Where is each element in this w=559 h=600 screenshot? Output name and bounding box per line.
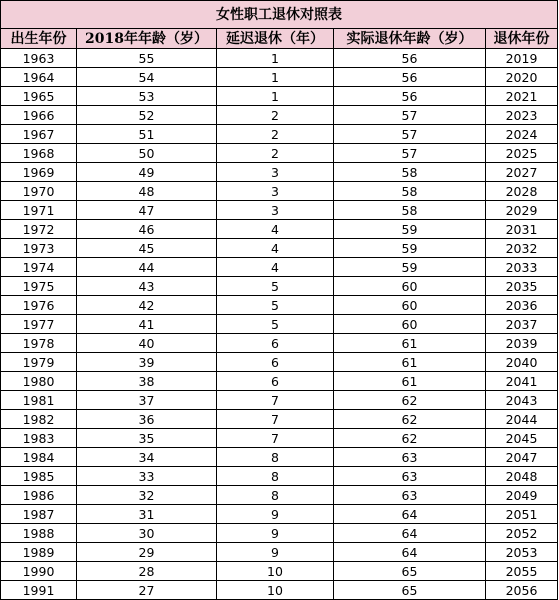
birth-year-cell: 1976 — [1, 296, 77, 315]
delay-years-cell: 5 — [217, 296, 334, 315]
table-row — [1, 220, 558, 239]
birth-year-cell: 1990 — [1, 562, 77, 581]
birth-year-cell: 1979 — [1, 353, 77, 372]
birth-year-cell: 1983 — [1, 429, 77, 448]
actual-retire-age-cell: 62 — [334, 410, 486, 429]
table-row — [1, 562, 558, 581]
table-row — [1, 410, 558, 429]
delay-years-cell: 1 — [217, 87, 334, 106]
actual-retire-age-cell: 56 — [334, 68, 486, 87]
birth-year-cell: 1969 — [1, 163, 77, 182]
table-row — [1, 429, 558, 448]
age-2018-cell: 50 — [77, 144, 217, 163]
table-row — [1, 315, 558, 334]
age-2018-cell: 29 — [77, 543, 217, 562]
actual-retire-age-cell: 57 — [334, 125, 486, 144]
age-2018-cell: 33 — [77, 467, 217, 486]
header-actual-retire-age: 实际退休年龄（岁） — [334, 29, 486, 49]
table-row — [1, 467, 558, 486]
delay-years-cell: 4 — [217, 220, 334, 239]
age-2018-cell: 52 — [77, 106, 217, 125]
delay-years-cell: 8 — [217, 448, 334, 467]
delay-years-cell: 7 — [217, 391, 334, 410]
age-2018-cell: 32 — [77, 486, 217, 505]
table-row — [1, 49, 558, 68]
birth-year-cell: 1964 — [1, 68, 77, 87]
age-2018-cell: 38 — [77, 372, 217, 391]
actual-retire-age-cell: 62 — [334, 391, 486, 410]
birth-year-cell: 1981 — [1, 391, 77, 410]
retire-year-cell: 2052 — [486, 524, 558, 543]
actual-retire-age-cell: 65 — [334, 581, 486, 600]
actual-retire-age-cell: 64 — [334, 543, 486, 562]
age-2018-cell: 27 — [77, 581, 217, 600]
actual-retire-age-cell: 60 — [334, 296, 486, 315]
age-2018-cell: 45 — [77, 239, 217, 258]
header-birth-year: 出生年份 — [1, 29, 77, 49]
retire-year-cell: 2035 — [486, 277, 558, 296]
age-2018-cell: 47 — [77, 201, 217, 220]
actual-retire-age-cell: 61 — [334, 353, 486, 372]
retire-year-cell: 2055 — [486, 562, 558, 581]
table-row — [1, 391, 558, 410]
table-row — [1, 182, 558, 201]
retire-year-cell: 2053 — [486, 543, 558, 562]
retire-year-cell: 2044 — [486, 410, 558, 429]
age-2018-cell: 43 — [77, 277, 217, 296]
age-2018-cell: 37 — [77, 391, 217, 410]
delay-years-cell: 9 — [217, 524, 334, 543]
birth-year-cell: 1980 — [1, 372, 77, 391]
actual-retire-age-cell: 65 — [334, 562, 486, 581]
actual-retire-age-cell: 56 — [334, 87, 486, 106]
retire-year-cell: 2041 — [486, 372, 558, 391]
actual-retire-age-cell: 57 — [334, 144, 486, 163]
table-row — [1, 68, 558, 87]
retire-year-cell: 2027 — [486, 163, 558, 182]
age-2018-cell: 40 — [77, 334, 217, 353]
retire-year-cell: 2019 — [486, 49, 558, 68]
retire-year-cell: 2032 — [486, 239, 558, 258]
birth-year-cell: 1991 — [1, 581, 77, 600]
table-row — [1, 486, 558, 505]
delay-years-cell: 7 — [217, 410, 334, 429]
actual-retire-age-cell: 63 — [334, 467, 486, 486]
birth-year-cell: 1970 — [1, 182, 77, 201]
table-row — [1, 524, 558, 543]
actual-retire-age-cell: 59 — [334, 220, 486, 239]
actual-retire-age-cell: 59 — [334, 258, 486, 277]
birth-year-cell: 1968 — [1, 144, 77, 163]
actual-retire-age-cell: 64 — [334, 524, 486, 543]
birth-year-cell: 1985 — [1, 467, 77, 486]
retire-year-cell: 2029 — [486, 201, 558, 220]
retire-year-cell: 2028 — [486, 182, 558, 201]
birth-year-cell: 1978 — [1, 334, 77, 353]
retire-year-cell: 2039 — [486, 334, 558, 353]
delay-years-cell: 2 — [217, 144, 334, 163]
age-2018-cell: 51 — [77, 125, 217, 144]
delay-years-cell: 8 — [217, 467, 334, 486]
actual-retire-age-cell: 58 — [334, 201, 486, 220]
age-2018-cell: 30 — [77, 524, 217, 543]
birth-year-cell: 1975 — [1, 277, 77, 296]
retire-year-cell: 2036 — [486, 296, 558, 315]
delay-years-cell: 8 — [217, 486, 334, 505]
age-2018-cell: 41 — [77, 315, 217, 334]
delay-years-cell: 9 — [217, 543, 334, 562]
table-title: 女性职工退休对照表 — [1, 1, 558, 29]
delay-years-cell: 4 — [217, 239, 334, 258]
actual-retire-age-cell: 57 — [334, 106, 486, 125]
birth-year-cell: 1984 — [1, 448, 77, 467]
age-2018-cell: 44 — [77, 258, 217, 277]
header-retire-year: 退休年份 — [486, 29, 558, 49]
retire-year-cell: 2047 — [486, 448, 558, 467]
retire-year-cell: 2033 — [486, 258, 558, 277]
age-2018-cell: 36 — [77, 410, 217, 429]
delay-years-cell: 3 — [217, 163, 334, 182]
age-2018-cell: 49 — [77, 163, 217, 182]
retire-year-cell: 2048 — [486, 467, 558, 486]
birth-year-cell: 1965 — [1, 87, 77, 106]
table-row — [1, 296, 558, 315]
birth-year-cell: 1967 — [1, 125, 77, 144]
retire-year-cell: 2045 — [486, 429, 558, 448]
actual-retire-age-cell: 59 — [334, 239, 486, 258]
delay-years-cell: 6 — [217, 353, 334, 372]
birth-year-cell: 1977 — [1, 315, 77, 334]
actual-retire-age-cell: 61 — [334, 372, 486, 391]
delay-years-cell: 2 — [217, 106, 334, 125]
delay-years-cell: 2 — [217, 125, 334, 144]
birth-year-cell: 1971 — [1, 201, 77, 220]
table-row — [1, 581, 558, 600]
birth-year-cell: 1966 — [1, 106, 77, 125]
header-delay-years: 延迟退休（年） — [217, 29, 334, 49]
age-2018-cell: 35 — [77, 429, 217, 448]
header-row — [1, 29, 558, 49]
table-row — [1, 334, 558, 353]
birth-year-cell: 1988 — [1, 524, 77, 543]
delay-years-cell: 6 — [217, 372, 334, 391]
delay-years-cell: 1 — [217, 49, 334, 68]
age-2018-cell: 34 — [77, 448, 217, 467]
actual-retire-age-cell: 63 — [334, 448, 486, 467]
table-row — [1, 353, 558, 372]
delay-years-cell: 7 — [217, 429, 334, 448]
birth-year-cell: 1986 — [1, 486, 77, 505]
age-2018-cell: 39 — [77, 353, 217, 372]
table-row — [1, 106, 558, 125]
actual-retire-age-cell: 62 — [334, 429, 486, 448]
actual-retire-age-cell: 64 — [334, 505, 486, 524]
table-row — [1, 258, 558, 277]
table-row — [1, 163, 558, 182]
retire-year-cell: 2021 — [486, 87, 558, 106]
actual-retire-age-cell: 56 — [334, 49, 486, 68]
header-age-2018: 2018年年龄（岁） — [77, 29, 217, 49]
age-2018-cell: 48 — [77, 182, 217, 201]
retire-year-cell: 2043 — [486, 391, 558, 410]
actual-retire-age-cell: 58 — [334, 182, 486, 201]
retire-year-cell: 2023 — [486, 106, 558, 125]
table-row — [1, 125, 558, 144]
table-row — [1, 239, 558, 258]
age-2018-cell: 31 — [77, 505, 217, 524]
actual-retire-age-cell: 61 — [334, 334, 486, 353]
table-body — [1, 49, 558, 600]
age-2018-cell: 28 — [77, 562, 217, 581]
actual-retire-age-cell: 60 — [334, 315, 486, 334]
delay-years-cell: 3 — [217, 201, 334, 220]
retire-year-cell: 2037 — [486, 315, 558, 334]
delay-years-cell: 5 — [217, 277, 334, 296]
delay-years-cell: 3 — [217, 182, 334, 201]
birth-year-cell: 1982 — [1, 410, 77, 429]
table-row — [1, 277, 558, 296]
delay-years-cell: 4 — [217, 258, 334, 277]
retire-year-cell: 2056 — [486, 581, 558, 600]
table-row — [1, 448, 558, 467]
delay-years-cell: 10 — [217, 562, 334, 581]
table-row — [1, 144, 558, 163]
birth-year-cell: 1972 — [1, 220, 77, 239]
table-row — [1, 505, 558, 524]
retire-year-cell: 2020 — [486, 68, 558, 87]
delay-years-cell: 1 — [217, 68, 334, 87]
birth-year-cell: 1987 — [1, 505, 77, 524]
retire-year-cell: 2025 — [486, 144, 558, 163]
birth-year-cell: 1989 — [1, 543, 77, 562]
table-row — [1, 372, 558, 391]
birth-year-cell: 1963 — [1, 49, 77, 68]
delay-years-cell: 9 — [217, 505, 334, 524]
table-row — [1, 543, 558, 562]
actual-retire-age-cell: 60 — [334, 277, 486, 296]
table-row — [1, 201, 558, 220]
age-2018-cell: 42 — [77, 296, 217, 315]
delay-years-cell: 5 — [217, 315, 334, 334]
actual-retire-age-cell: 63 — [334, 486, 486, 505]
retire-year-cell: 2031 — [486, 220, 558, 239]
actual-retire-age-cell: 58 — [334, 163, 486, 182]
birth-year-cell: 1974 — [1, 258, 77, 277]
delay-years-cell: 6 — [217, 334, 334, 353]
retire-year-cell: 2040 — [486, 353, 558, 372]
retire-year-cell: 2049 — [486, 486, 558, 505]
age-2018-cell: 55 — [77, 49, 217, 68]
birth-year-cell: 1973 — [1, 239, 77, 258]
table-row — [1, 87, 558, 106]
age-2018-cell: 46 — [77, 220, 217, 239]
age-2018-cell: 53 — [77, 87, 217, 106]
age-2018-cell: 54 — [77, 68, 217, 87]
delay-years-cell: 10 — [217, 581, 334, 600]
retire-year-cell: 2024 — [486, 125, 558, 144]
retire-year-cell: 2051 — [486, 505, 558, 524]
